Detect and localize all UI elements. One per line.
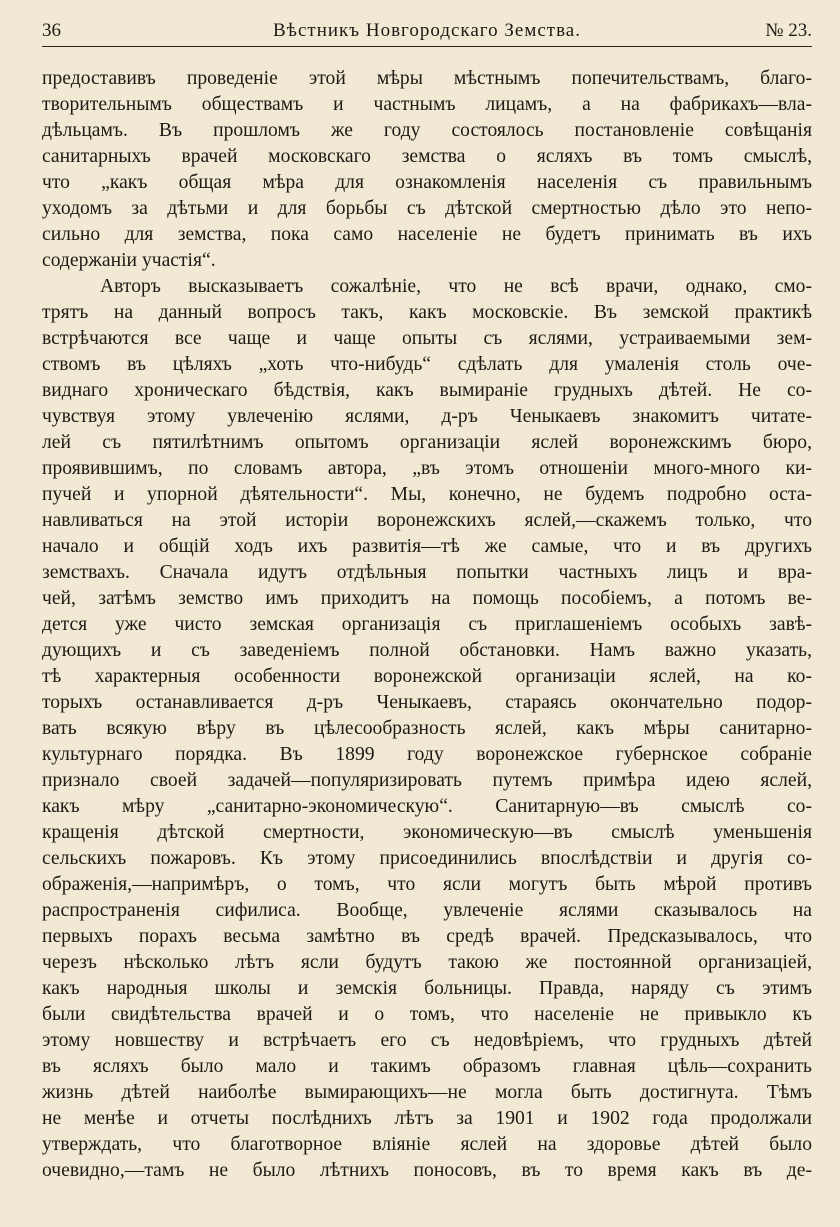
- text-line: чей, затѣмъ земство имъ приходитъ на помощь пособіемъ, а потомъ ве-: [42, 588, 812, 609]
- text-line: сельскихъ пожаровъ. Къ этому присоединились впослѣдствіи и другія со-: [42, 848, 812, 869]
- text-line: утверждать, что благотворное вліяніе яслей на здоровье дѣтей было: [42, 1134, 812, 1155]
- text-line: санитарныхъ врачей московскаго земства о ясляхъ въ томъ смыслѣ,: [42, 146, 812, 167]
- issue-number: № 23.: [765, 20, 812, 41]
- text-line: дующихъ и съ заведеніемъ полной обстановки. Намъ важно указать,: [42, 640, 812, 661]
- text-line: признало своей задачей—популяризировать путемъ примѣра идею яслей,: [42, 770, 812, 791]
- text-line: содержаніи участія“.: [42, 250, 216, 271]
- text-line: встрѣчаются все чаще и чаще опыты съ яслями, устраиваемыми зем-: [42, 328, 812, 349]
- text-line: дется уже чисто земская организація съ приглашеніемъ особыхъ завѣ-: [42, 614, 812, 635]
- text-line: черезъ нѣсколько лѣтъ ясли будутъ такою же постоянной организаціей,: [42, 952, 812, 973]
- text-line: вать всякую вѣру въ цѣлесообразность яслей, какъ мѣры санитарно-: [42, 718, 812, 739]
- text-line: культурнаго порядка. Въ 1899 году воронежское губернское собраніе: [42, 744, 812, 765]
- text-line: были свидѣтельства врачей и о томъ, что населеніе не привыкло къ: [42, 1004, 812, 1025]
- text-line: сильно для земства, пока само населеніе не будетъ принимать въ ихъ: [42, 224, 812, 245]
- text-line: виднаго хроническаго бѣдствія, какъ вымираніе грудныхъ дѣтей. Не со-: [42, 380, 812, 401]
- text-line: дѣльцамъ. Въ прошломъ же году состоялось постановленіе совѣщанія: [42, 120, 812, 141]
- text-line: земствахъ. Сначала идутъ отдѣльныя попытки частныхъ лицъ и вра-: [42, 562, 812, 583]
- text-line: уходомъ за дѣтьми и для борьбы съ дѣтской смертностью дѣло это непо-: [42, 198, 812, 219]
- text-line: очевидно,—тамъ не было лѣтнихъ поносовъ, въ то время какъ въ де-: [42, 1160, 812, 1181]
- text-line: въ ясляхъ было мало и такимъ образомъ главная цѣль—сохранить: [42, 1056, 812, 1077]
- text-line: творительнымъ обществамъ и частнымъ лицамъ, а на фабрикахъ—вла-: [42, 94, 812, 115]
- text-line: первыхъ порахъ весьма замѣтно въ средѣ врачей. Предсказывалось, что: [42, 926, 812, 947]
- text-line: жизнь дѣтей наиболѣе вымирающихъ—не могла быть достигнута. Тѣмъ: [42, 1082, 812, 1103]
- journal-title: Вѣстникъ Новгородскаго Земства.: [273, 20, 581, 41]
- text-line: проявившимъ, по словамъ автора, „въ этомъ отношеніи много-много ки-: [42, 458, 812, 479]
- text-line: тѣ характерныя особенности воронежской организаціи яслей, на ко-: [42, 666, 812, 687]
- text-line: торыхъ останавливается д-ръ Ченыкаевъ, стараясь окончательно подор-: [42, 692, 812, 713]
- text-line: какъ народныя школы и земскія больницы. Правда, наряду съ этимъ: [42, 978, 812, 999]
- text-line: какъ мѣру „санитарно-экономическую“. Санитарную—въ смыслѣ со-: [42, 796, 812, 817]
- text-line: начало и общій ходъ ихъ развитія—тѣ же самые, что и въ другихъ: [42, 536, 812, 557]
- text-line: ствомъ въ цѣляхъ „хоть что-нибудь“ сдѣлать для умаленія столь оче-: [42, 354, 812, 375]
- text-line: этому новшеству и встрѣчаетъ его съ недовѣріемъ, что грудныхъ дѣтей: [42, 1030, 812, 1051]
- body-text: [42, 66, 812, 1184]
- text-line: навливаться на этой исторіи воронежскихъ яслей,—скажемъ только, что: [42, 510, 812, 531]
- text-line: что „какъ общая мѣра для ознакомленія населенія съ правильнымъ: [42, 172, 812, 193]
- text-line: не менѣе и отчеты послѣднихъ лѣтъ за 1901 и 1902 года продолжали: [42, 1108, 812, 1129]
- text-line: трятъ на данный вопросъ такъ, какъ московскіе. Въ земской практикѣ: [42, 302, 812, 323]
- text-line: чувствуя этому увлеченію яслями, д-ръ Ченыкаевъ знакомитъ читате-: [42, 406, 812, 427]
- text-line: ображенія,—напримѣръ, о томъ, что ясли могутъ быть мѣрой противъ: [42, 874, 812, 895]
- text-line: предоставивъ проведеніе этой мѣры мѣстнымъ попечительствамъ, благо-: [42, 68, 812, 89]
- text-line: пучей и упорной дѣятельности“. Мы, конечно, не будемъ подробно оста-: [42, 484, 812, 505]
- page-number: 36: [42, 20, 61, 41]
- running-header: [42, 18, 812, 47]
- text-line: распространенія сифилиса. Вообще, увлеченіе яслями сказывалось на: [42, 900, 812, 921]
- text-line: кращенія дѣтской смертности, экономическую—въ смыслѣ уменьшенія: [42, 822, 812, 843]
- text-line: Авторъ высказываетъ сожалѣніе, что не всѣ врачи, однако, смо-: [100, 276, 812, 297]
- text-line: лей съ пятилѣтнимъ опытомъ организаціи яслей воронежскимъ бюро,: [42, 432, 812, 453]
